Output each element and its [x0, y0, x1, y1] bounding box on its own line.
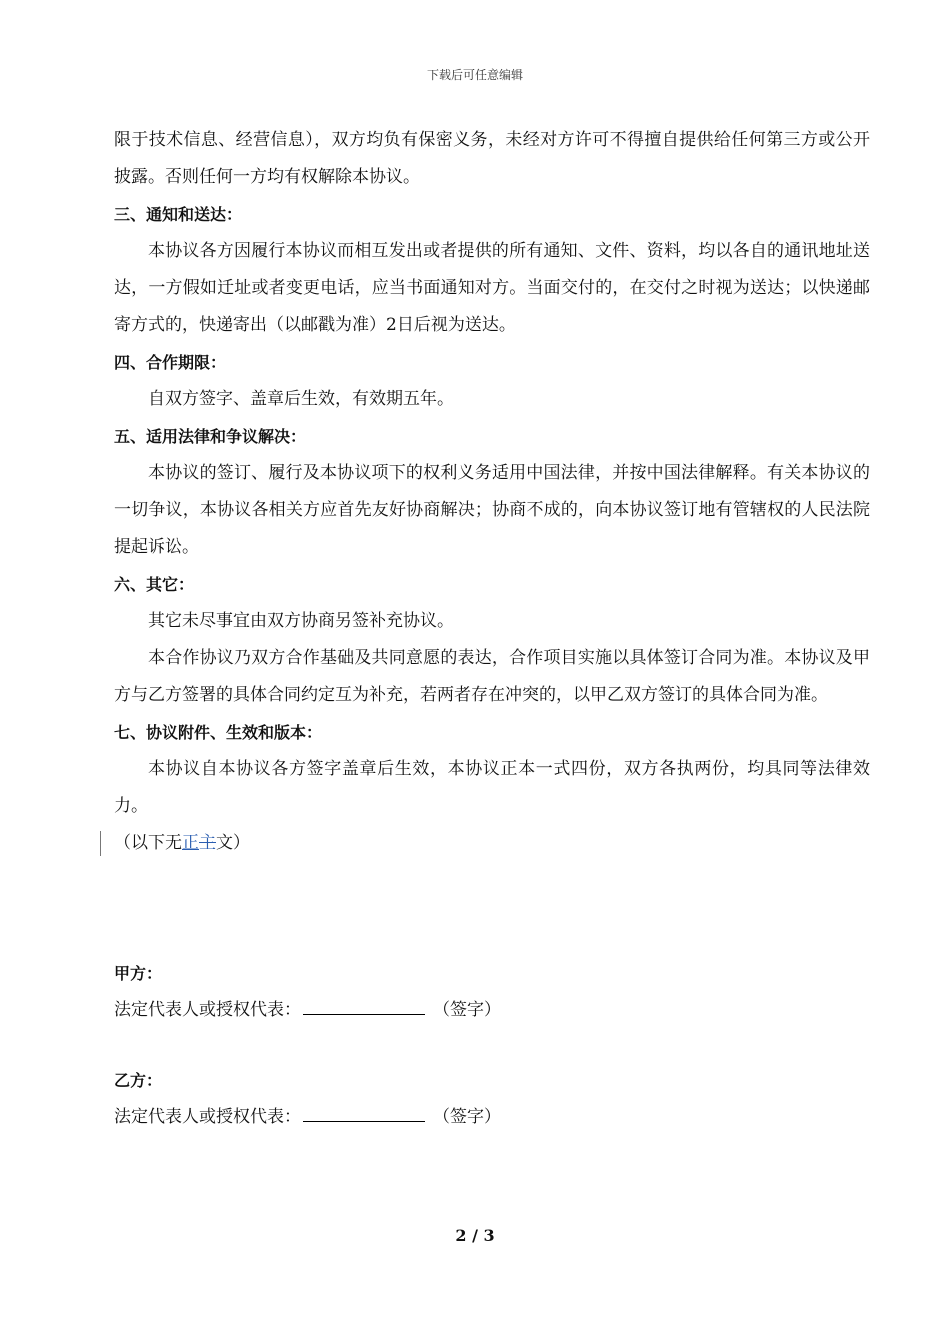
paragraph-other-2: 本合作协议乃双方合作基础及共同意愿的表达，合作项目实施以具体签订合同为准。本协议及甲方与乙方签署的具体合同约定互为补充，若两者存在冲突的，以甲乙双方签订的具体合同为准。: [114, 648, 870, 705]
party-a-label: 甲方：: [114, 964, 163, 983]
tracked-change-1: 正: [182, 833, 199, 853]
signature-line: [303, 1103, 425, 1122]
revision-bar: [100, 831, 101, 856]
heading-term: 四、合作期限：: [114, 353, 227, 372]
rep-label: 法定代表人或授权代表：: [114, 1107, 301, 1127]
party-b-label: 乙方：: [114, 1071, 163, 1090]
heading-law: 五、适用法律和争议解决：: [114, 427, 307, 446]
heading-other: 六、其它：: [114, 575, 195, 594]
heading-notice: 三、通知和送达：: [114, 205, 243, 224]
signature-block-a: [114, 955, 501, 1029]
paragraph-notice: 本协议各方因履行本协议而相互发出或者提供的所有通知、文件、资料，均以各自的通讯地址送达，一方假如迁址或者变更电话，应当书面通知对方。当面交付的，在交付之时视为送达；以快递邮寄方式的，快递寄出（以邮戳为准）2日后视为送达。: [114, 241, 870, 335]
document-body: [114, 122, 870, 862]
sign-label: （签字）: [433, 1107, 501, 1127]
signature-line: [303, 996, 425, 1015]
signature-block-b: [114, 1062, 501, 1136]
party-a-rep-row: [114, 992, 501, 1029]
paragraph-confidentiality-cont: 限于技术信息、经营信息），双方均负有保密义务，未经对方许可不得擅自提供给任何第三方或公开披露。否则任何一方均有权解除本协议。: [114, 130, 870, 187]
paragraph-term: 自双方签字、盖章后生效，有效期五年。: [148, 389, 454, 409]
heading-effect: 七、协议附件、生效和版本：: [114, 723, 323, 742]
page-header: 下载后可任意编辑: [426, 68, 523, 82]
note-post: 文）: [216, 833, 250, 853]
paragraph-other-1: 其它未尽事宜由双方协商另签补充协议。: [148, 611, 454, 631]
party-b-rep-row: [114, 1099, 501, 1136]
sign-label: （签字）: [433, 1000, 501, 1020]
rep-label: 法定代表人或授权代表：: [114, 1000, 301, 1020]
paragraph-law: 本协议的签订、履行及本协议项下的权利义务适用中国法律，并按中国法律解释。有关本协议的一切争议，本协议各相关方应首先友好协商解决；协商不成的，向本协议签订地有管辖权的人民法院提起诉讼。: [114, 463, 870, 557]
note-pre: （以下无: [114, 833, 182, 853]
tracked-change-2: 主: [199, 833, 216, 853]
paragraph-effect: 本协议自本协议各方签字盖章后生效，本协议正本一式四份，双方各执两份，均具同等法律效力。: [114, 759, 870, 816]
end-of-text-note: [114, 825, 870, 862]
page-number: 2 / 3: [455, 1226, 495, 1245]
